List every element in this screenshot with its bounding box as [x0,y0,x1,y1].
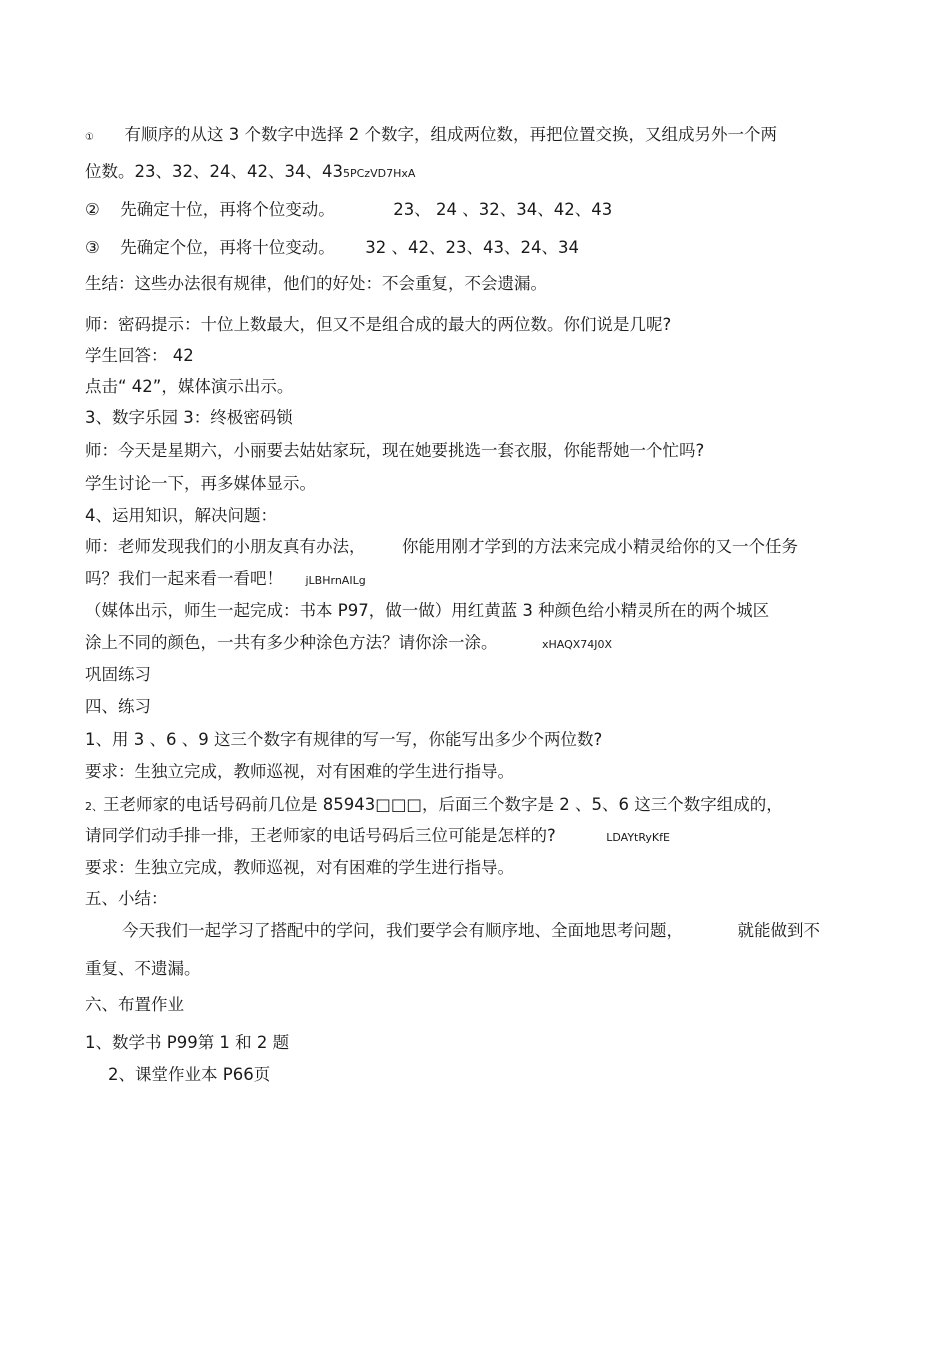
section-six-heading: 六、布置作业 [85,995,184,1014]
student-answer-line: 学生回答： 42 [85,346,194,365]
summary-paragraph-text-a: 今天我们一起学习了搭配中的学问，我们要学会有顺序地、全面地思考问题， [122,921,683,940]
media-line: （媒体出示，师生一起完成：书本 P97，做一做）用红黄蓝 3 种颜色给小精灵所在的两个城区 [85,601,770,620]
exercise-2-text: 王老师家的电话号码前几位是 85943□□□，后面三个数字是 2 、5、6 这三个数字组成的， [103,795,783,814]
homework-item-2: 2、课堂作业本 P66页 [108,1065,271,1084]
method-3-line [85,237,579,259]
section-four-heading: 四、练习 [85,697,151,716]
method-1-text: 有顺序的从这 3 个数字中选择 2 个数字，组成两位数，再把位置交换，又组成另外一个两 [124,125,777,144]
teacher-task-continuation [85,568,366,592]
click-line: 点击“ 42”，媒体演示出示。 [85,377,294,396]
color-question-text: 涂上不同的颜色，一共有多少种涂色方法？请你涂一涂。 [85,633,498,652]
summary-line: 生结：这些办法很有规律，他们的好处：不会重复，不会遗漏。 [85,274,547,293]
homework-item-1: 1、数学书 P99第 1 和 2 题 [85,1033,290,1052]
method-2-values: 23、 24 、32、34、42、43 [393,200,613,219]
section-3-heading: 3、数字乐园 3：终极密码锁 [85,408,293,427]
teacher-task-text-a: 师：老师发现我们的小朋友真有办法， [85,537,366,556]
teacher-task-line [85,536,798,558]
circled-1-marker: ① [85,132,94,143]
teacher-task-continuation-text: 吗？我们一起来看一看吧！ [85,569,283,588]
summary-paragraph-continuation: 重复、不遗漏。 [85,959,201,978]
method-1-continuation-text: 位数。23、32、24、42、34、43 [85,162,343,181]
section-4-heading: 4、运用知识，解决问题： [85,506,277,525]
consolidation-heading: 巩固练习 [85,665,151,684]
exercise-2-continuation-text: 请同学们动手排一排，王老师家的电话号码后三位可能是怎样的? [85,826,556,845]
circled-2-marker: ② [85,200,100,219]
exercise-2-line [85,794,783,818]
requirement-line-1: 要求：生独立完成，教师巡视，对有困难的学生进行指导。 [85,762,514,781]
doc-code-1: 5PCzVD7HxA [342,167,416,180]
method-3-values: 32 、42、23、43、24、34 [365,238,580,257]
exercise-2-continuation [85,825,670,849]
student-discuss-line: 学生讨论一下，再多媒体显示。 [85,474,316,493]
section-five-heading: 五、小结： [85,889,168,908]
doc-code-3: xHAQX74J0X [542,638,613,651]
teacher-hint-line: 师：密码提示：十位上数最大，但又不是组合成的最大的两位数。你们说是几呢? [85,315,672,334]
exercise-2-marker: 2、 [85,800,103,813]
method-2-text: 先确定十位，再将个位变动。 [120,200,335,219]
circled-3-marker: ③ [85,238,100,257]
summary-paragraph-text-b: 就能做到不 [737,921,820,940]
doc-code-2: jLBHrnAILg [305,574,366,587]
summary-paragraph-line [122,920,820,942]
color-question-line [85,632,612,656]
teacher-saturday-line: 师：今天是星期六，小丽要去姑姑家玩，现在她要挑选一套衣服，你能帮她一个忙吗? [85,441,705,460]
exercise-1-line: 1、用 3 、6 、9 这三个数字有规律的写一写，你能写出多少个两位数? [85,730,603,749]
teacher-task-text-b: 你能用刚才学到的方法来完成小精灵给你的又一个任务 [402,537,798,556]
method-1-continuation [85,161,415,185]
requirement-line-2: 要求：生独立完成，教师巡视，对有困难的学生进行指导。 [85,858,514,877]
method-2-line [85,199,612,221]
method-3-text: 先确定个位，再将十位变动。 [120,238,335,257]
doc-code-4: LDAYtRyKfE [606,831,670,844]
method-1-line [85,124,777,149]
